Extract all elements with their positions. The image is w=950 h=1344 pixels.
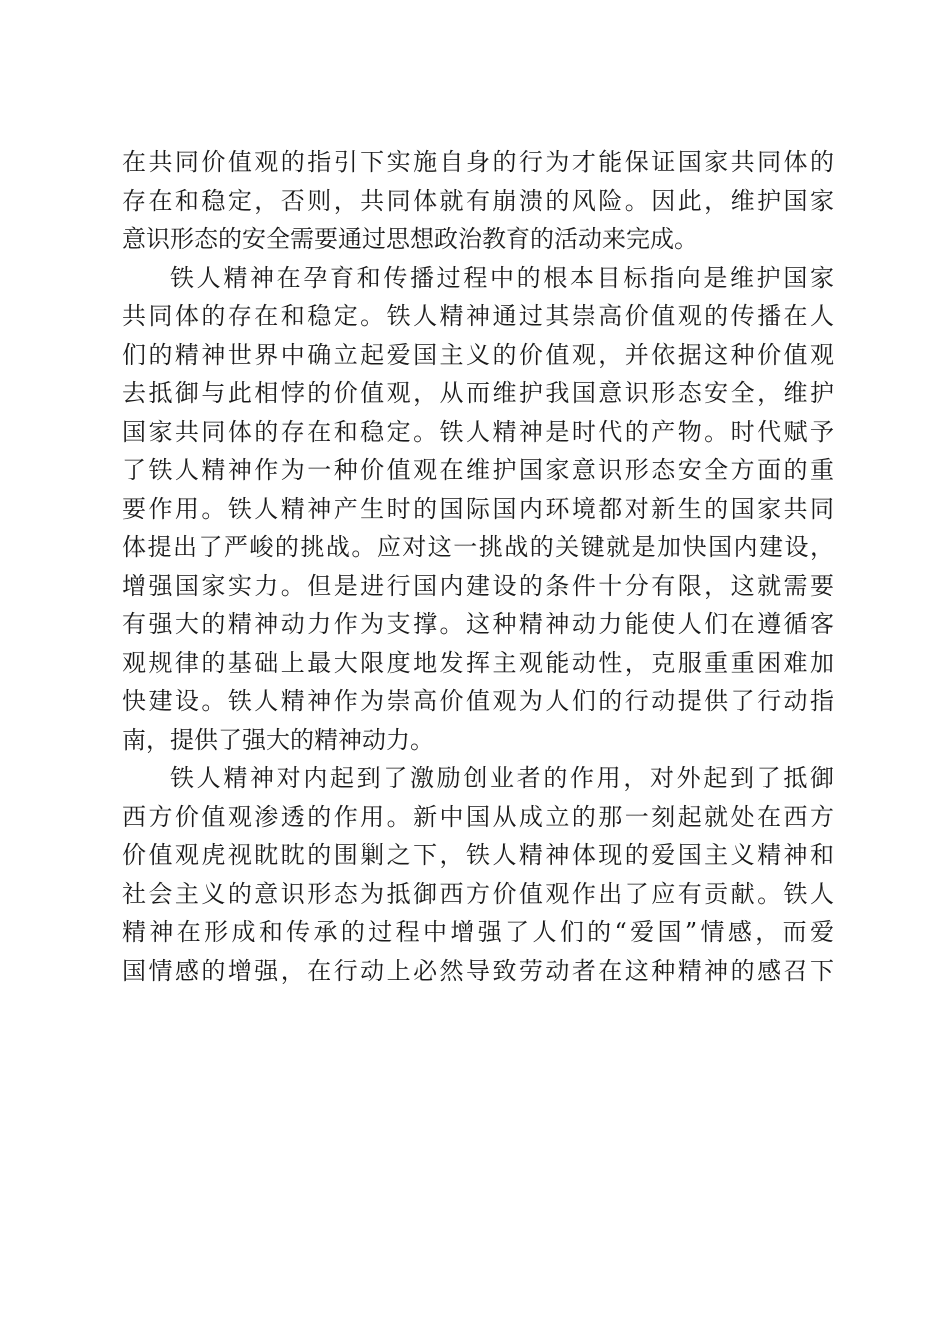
text-line: 国情感的增强，在行动上必然导致劳动者在这种精神的感召下	[122, 956, 834, 985]
text-line: 价值观虎视眈眈的围剿之下，铁人精神体现的爱国主义精神和	[122, 841, 834, 869]
paragraph-first-line: 铁人精神对内起到了激励创业者的作用，对外起到了抵御	[170, 764, 834, 792]
text-line: 体提出了严峻的挑战。应对这一挑战的关键就是加快国内建设，	[122, 533, 834, 561]
text-line: 南，提供了强大的精神动力。	[122, 725, 434, 754]
text-line: 了铁人精神作为一种价值观在维护国家意识形态安全方面的重	[122, 456, 834, 484]
text-line: 存在和稳定，否则，共同体就有崩溃的风险。因此，维护国家	[122, 186, 834, 215]
text-line: 在共同价值观的指引下实施自身的行为才能保证国家共同体的	[122, 148, 834, 176]
text-line: 增强国家实力。但是进行国内建设的条件十分有限，这就需要	[122, 571, 834, 600]
text-line: 观规律的基础上最大限度地发挥主观能动性，克服重重困难加	[122, 648, 834, 677]
text-line: 快建设。铁人精神作为崇高价值观为人们的行动提供了行动指	[122, 687, 834, 715]
text-line: 精神在形成和传承的过程中增强了人们的“爱国”情感，而爱	[122, 918, 834, 946]
text-line: 意识形态的安全需要通过思想政治教育的活动来完成。	[122, 225, 698, 253]
body-text	[122, 143, 834, 990]
text-line: 国家共同体的存在和稳定。铁人精神是时代的产物。时代赋予	[122, 417, 834, 446]
text-line: 要作用。铁人精神产生时的国际国内环境都对新生的国家共同	[122, 494, 834, 523]
text-line: 有强大的精神动力作为支撑。这种精神动力能使人们在遵循客	[122, 610, 834, 638]
text-line: 去抵御与此相悖的价值观，从而维护我国意识形态安全，维护	[122, 379, 834, 407]
text-line: 共同体的存在和稳定。铁人精神通过其崇高价值观的传播在人	[122, 302, 834, 330]
paragraph-first-line: 铁人精神在孕育和传播过程中的根本目标指向是维护国家	[170, 263, 834, 292]
text-line: 西方价值观渗透的作用。新中国从成立的那一刻起就处在西方	[122, 802, 834, 831]
text-line: 社会主义的意识形态为抵御西方价值观作出了应有贡献。铁人	[122, 879, 834, 908]
text-line: 们的精神世界中确立起爱国主义的价值观，并依据这种价值观	[122, 340, 834, 369]
